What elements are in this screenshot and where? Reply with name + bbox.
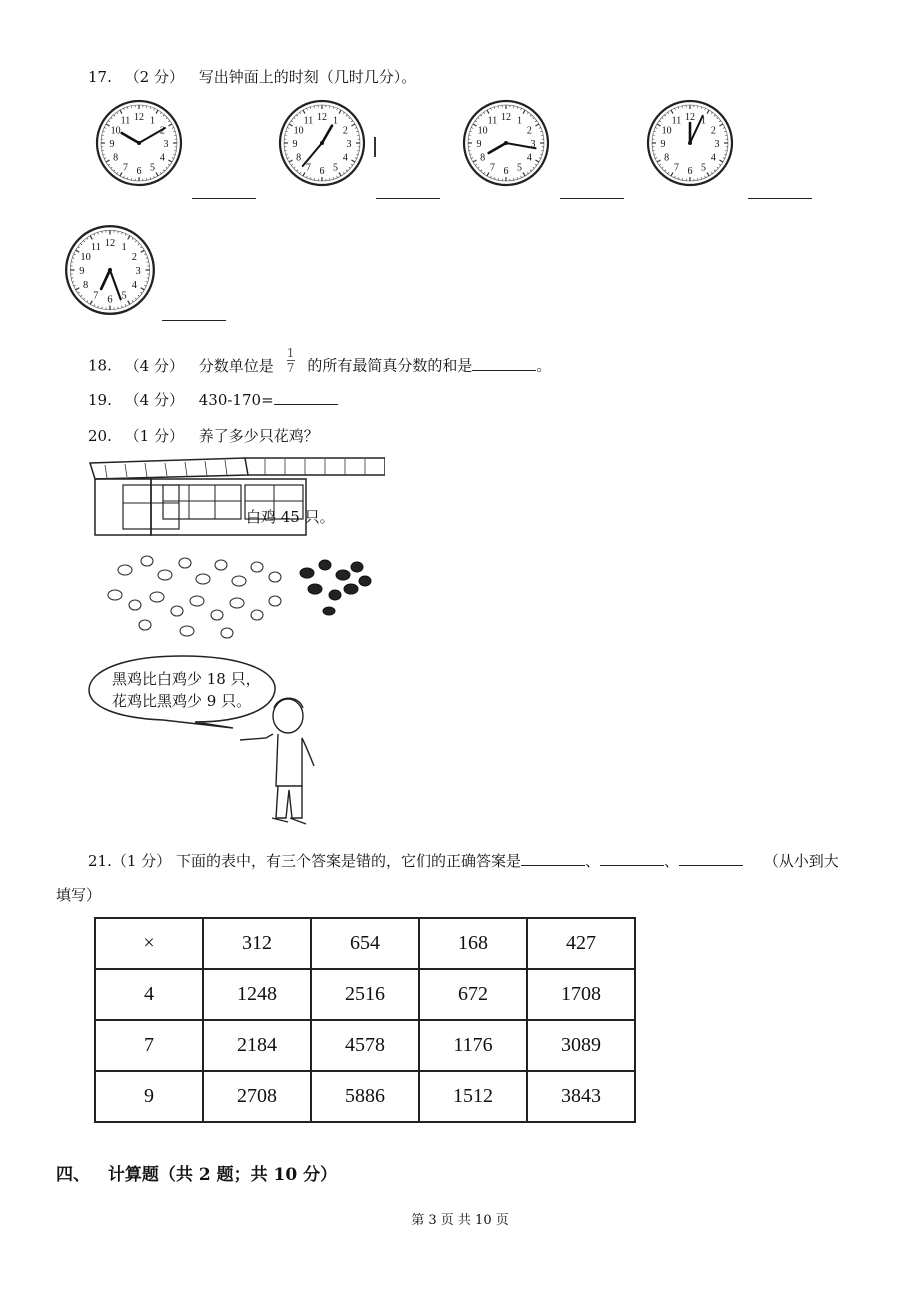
table-cell: 2708	[203, 1071, 311, 1122]
table-cell: 2516	[311, 969, 419, 1020]
clock-numeral: 11	[120, 115, 131, 127]
clock-numeral: 7	[123, 162, 128, 174]
q21-answer-blank-1[interactable]	[521, 851, 585, 866]
clock-numeral: 10	[80, 252, 91, 264]
answer-blank-3[interactable]	[560, 198, 624, 199]
clock-numeral: 9	[476, 139, 482, 150]
clock-3	[460, 97, 552, 193]
q18-line	[88, 346, 552, 380]
table-cell: 1176	[419, 1020, 527, 1071]
q17-text: 写出钟面上的时刻（几时几分）。	[198, 68, 417, 86]
q18-score: （4 分）	[124, 356, 184, 375]
table-cell: 4	[95, 969, 203, 1020]
q21-answer-blank-3[interactable]	[679, 851, 743, 866]
q20-text: 养了多少只花鸡？	[198, 427, 319, 445]
fraction-denominator: 7	[286, 361, 295, 375]
clock-numeral: 6	[107, 294, 113, 306]
clock-numeral: 8	[480, 152, 486, 164]
table-cell: 2184	[203, 1020, 311, 1071]
clock-numeral: 2	[131, 252, 138, 264]
table-cell: 3843	[527, 1071, 635, 1122]
table-row	[95, 1020, 635, 1071]
clock-numeral: 7	[674, 162, 679, 174]
clock-numeral: 11	[671, 115, 682, 127]
clock-numeral: 5	[333, 162, 338, 174]
q19-score: （4 分）	[124, 391, 184, 409]
section-title: 计算题（共 2 题；共 10 分）	[107, 1165, 338, 1185]
table-cell: 1248	[203, 969, 311, 1020]
q21-score: （1 分）	[111, 852, 172, 870]
q19-text: 430-170=	[198, 391, 274, 409]
table-cell: 1512	[419, 1071, 527, 1122]
clock-numeral: 8	[82, 280, 89, 292]
q18-text-end: 。	[536, 356, 552, 375]
clock-numeral: 11	[303, 115, 314, 127]
clock-numeral: 4	[526, 152, 532, 164]
table-cell: 672	[419, 969, 527, 1020]
clock-numeral: 10	[477, 125, 488, 137]
answer-blank-5[interactable]	[162, 320, 226, 321]
q19-line	[88, 389, 338, 410]
clock-numeral: 2	[159, 125, 165, 137]
clock-1	[93, 97, 185, 193]
clock-numeral: 5	[121, 290, 127, 302]
clock-numeral: 8	[296, 152, 302, 164]
clock-numeral: 11	[487, 115, 498, 127]
clock-numeral: 8	[113, 152, 119, 164]
clock-numeral: 9	[292, 139, 298, 150]
table-cell: 1708	[527, 969, 635, 1020]
clock-numeral: 4	[159, 152, 165, 164]
clock-numeral: 8	[664, 152, 670, 164]
clock-numeral: 4	[131, 280, 138, 292]
clock-numeral: 7	[490, 162, 495, 174]
table-cell: 5886	[311, 1071, 419, 1122]
q20-score: （1 分）	[124, 427, 184, 445]
q21-answer-blank-2[interactable]	[600, 851, 664, 866]
table-cell: 168	[419, 918, 527, 969]
clock-5	[62, 222, 158, 322]
table-cell: 9	[95, 1071, 203, 1122]
clock-numeral: 5	[701, 162, 706, 174]
clock-numeral: 10	[293, 125, 304, 137]
clock-numeral: 6	[687, 166, 693, 177]
q21-sep-2: 、	[663, 852, 679, 870]
q18-text-after: 的所有最简真分数的和是	[307, 356, 473, 375]
table-cell: 3089	[527, 1020, 635, 1071]
fraction	[287, 347, 295, 374]
bubble-line-1: 黑鸡比白鸡少 18 只，	[112, 670, 261, 688]
bubble-line-2: 花鸡比黑鸡少 9 只。	[112, 692, 252, 710]
clock-numeral: 12	[134, 112, 144, 123]
q18-number: 18.	[88, 356, 112, 375]
table-cell: 7	[95, 1020, 203, 1071]
q19-number: 19.	[88, 391, 112, 409]
clock-2	[276, 97, 368, 193]
clock-numeral: 1	[333, 115, 338, 127]
chicken-coop-illustration	[85, 455, 385, 645]
clock-numeral: 3	[163, 139, 169, 150]
clock-numeral: 7	[93, 290, 99, 302]
clock-numeral: 3	[135, 266, 141, 278]
answer-blank-1[interactable]	[192, 198, 256, 199]
q20-number: 20.	[88, 427, 112, 445]
clock-numeral: 9	[79, 266, 85, 278]
boy-illustration	[236, 694, 326, 830]
section-number: 四、	[56, 1165, 90, 1185]
clock-numeral: 3	[714, 139, 720, 150]
q20-line	[88, 425, 319, 446]
q18-answer-blank[interactable]	[472, 356, 536, 371]
clock-numeral: 4	[342, 152, 348, 164]
clock-numeral: 3	[346, 139, 352, 150]
clock-numeral: 2	[342, 125, 348, 137]
stray-mark	[374, 137, 376, 157]
clock-numeral: 10	[110, 125, 121, 137]
clock-numeral: 1	[150, 115, 155, 127]
q17-score: （2 分）	[124, 68, 184, 86]
table-cell: 4578	[311, 1020, 419, 1071]
table-row	[95, 969, 635, 1020]
answer-blank-2[interactable]	[376, 198, 440, 199]
table-cell: 427	[527, 918, 635, 969]
clock-numeral: 5	[150, 162, 155, 174]
q21-line	[88, 850, 839, 871]
table-row	[95, 1071, 635, 1122]
clock-numeral: 9	[660, 139, 666, 150]
clock-numeral: 7	[306, 162, 311, 174]
clock-numeral: 12	[501, 112, 511, 123]
clock-numeral: 12	[104, 238, 116, 249]
table-row	[95, 918, 635, 969]
q21-text: 下面的表中，有三个答案是错的，它们的正确答案是	[175, 852, 521, 870]
section-heading	[56, 1160, 337, 1185]
clock-numeral: 6	[503, 166, 509, 177]
clock-numeral: 1	[517, 115, 522, 127]
clock-4	[644, 97, 736, 193]
clock-numeral: 5	[517, 162, 522, 174]
q21-number: 21.	[88, 852, 112, 870]
clock-numeral: 11	[90, 241, 101, 253]
q21-tail: （从小到大	[763, 852, 839, 870]
answer-blank-4[interactable]	[748, 198, 812, 199]
clock-numeral: 2	[710, 125, 716, 137]
q19-answer-blank[interactable]	[274, 390, 338, 405]
clock-numeral: 2	[526, 125, 532, 137]
clock-numeral: 3	[530, 139, 536, 150]
q21-tail-line-2: 填写）	[56, 886, 102, 904]
clock-numeral: 12	[317, 112, 327, 123]
page-footer: 第 3 页 共 10 页	[411, 1213, 509, 1228]
clock-numeral: 1	[121, 241, 127, 253]
q21-sep-1: 、	[584, 852, 600, 870]
fraction-numerator: 1	[286, 346, 295, 360]
q17-line	[88, 66, 416, 87]
table-cell: 654	[311, 918, 419, 969]
multiplication-table	[94, 917, 636, 1123]
clock-numeral: 6	[136, 166, 142, 177]
clock-numeral: 6	[319, 166, 325, 177]
clock-numeral: 10	[661, 125, 672, 137]
clock-numeral: 1	[701, 115, 706, 127]
q17-number: 17.	[88, 68, 112, 86]
clock-numeral: 4	[710, 152, 716, 164]
clock-numeral: 12	[685, 112, 695, 123]
white-chicken-sign: 白鸡 45 只。	[246, 508, 335, 526]
table-cell: ×	[95, 918, 203, 969]
table-cell: 312	[203, 918, 311, 969]
q18-text-before: 分数单位是	[198, 356, 274, 375]
clock-numeral: 9	[109, 139, 115, 150]
